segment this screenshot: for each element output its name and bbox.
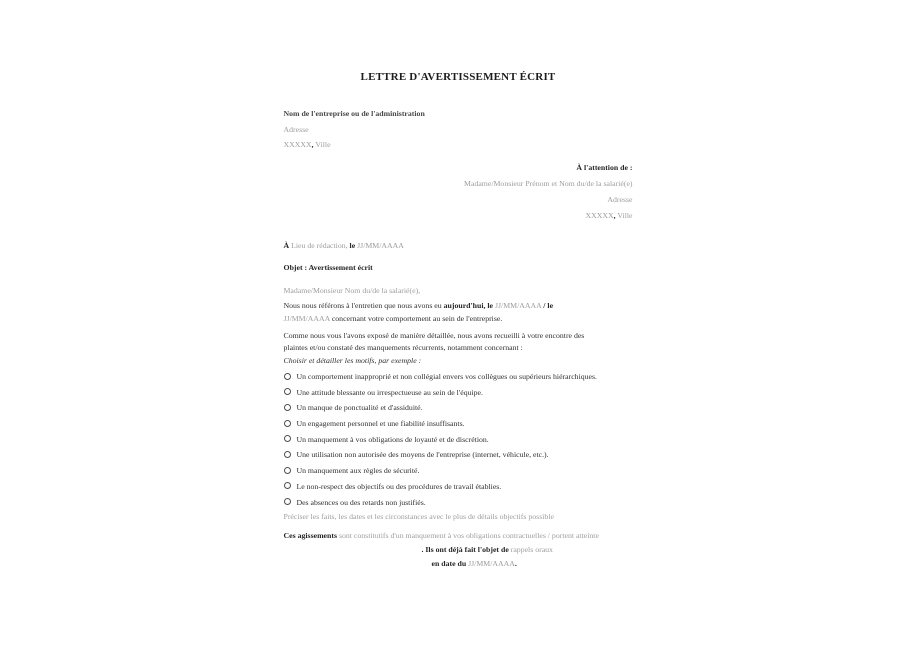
closing-line-1: Ces agissements sont constitutifs d'un manquement à vos obligations contractuelles / portent atteinte — [283, 531, 599, 540]
salutation: Madame/Monsieur Nom du/de la salarié(e), — [283, 286, 421, 295]
motifs-intro: Choisir et détailler les motifs, par exemple : — [283, 356, 422, 365]
letter-title: LETTRE D'AVERTISSEMENT ÉCRIT — [360, 71, 556, 83]
motif-item — [284, 369, 633, 385]
motif-text: Un manque de ponctualité et d'assiduité. — [296, 403, 423, 413]
sender-block — [284, 106, 633, 153]
circle-bullet-icon — [284, 388, 291, 395]
closing-paragraph — [284, 529, 633, 570]
motif-text: Des absences ou des retards non justifiés. — [296, 497, 426, 507]
motif-item — [284, 463, 633, 479]
motif-text: Une utilisation non autorisée des moyens de l'entreprise (internet, véhicule, etc.). — [296, 450, 549, 460]
subject-line: Objet : Avertissement écrit — [283, 263, 373, 272]
motifs-list — [284, 369, 633, 510]
circle-bullet-icon — [284, 451, 291, 458]
motif-item — [284, 400, 633, 416]
recipient-block — [284, 160, 633, 224]
motif-item — [284, 432, 633, 448]
letter-body — [284, 0, 633, 648]
recipient-address: Adresse — [607, 195, 633, 204]
sender-company: Nom de l'entreprise ou de l'administration — [283, 109, 425, 118]
motif-text: Le non-respect des objectifs ou des procédures de travail établies. — [296, 481, 502, 491]
circle-bullet-icon — [284, 404, 291, 411]
sender-address: Adresse — [283, 124, 309, 134]
recipient-name: Madame/Monsieur Prénom et Nom du/de la salarié(e) — [464, 179, 633, 188]
motif-text: Un manquement aux règles de sécurité. — [296, 466, 420, 476]
recipient-city: XXXXX, Ville — [585, 211, 633, 220]
circle-bullet-icon — [284, 498, 291, 505]
dateline: À Lieu de rédaction, le JJ/MM/AAAA — [283, 241, 404, 250]
circle-bullet-icon — [284, 420, 291, 427]
motif-item — [284, 479, 633, 495]
intro-line-2: JJ/MM/AAAA concernant votre comportement au sein de l'entreprise. — [283, 313, 503, 323]
sender-city: XXXXX, Ville — [283, 140, 331, 150]
motif-item — [284, 385, 633, 401]
closing-line-2: . Ils ont déjà fait l'objet de rappels oraux — [421, 544, 553, 554]
circle-bullet-icon — [284, 482, 291, 489]
motif-item — [284, 416, 633, 432]
context-paragraph — [284, 330, 633, 355]
motif-item — [284, 447, 633, 463]
context-line-1: Comme nous vous l'avons exposé de manière détaillée, nous avons recueilli à votre encontre des — [283, 330, 585, 340]
circle-bullet-icon — [284, 435, 291, 442]
motif-item — [284, 495, 633, 511]
recipient-heading: À l'attention de : — [576, 163, 633, 172]
circle-bullet-icon — [284, 467, 291, 474]
circle-bullet-icon — [284, 373, 291, 380]
motif-text: Un manquement à vos obligations de loyauté et de discrétion. — [296, 434, 489, 444]
motif-text: Un engagement personnel et une fiabilité insuffisants. — [296, 419, 465, 429]
closing-line-3: en date du JJ/MM/AAAA. — [431, 558, 517, 568]
motif-text: Une attitude blessante ou irrespectueuse au sein de l'équipe. — [296, 387, 483, 397]
intro-line-1: Nous nous référons à l'entretien que nous avons eu aujourd'hui, le JJ/MM/AAAA / le — [283, 301, 554, 310]
context-line-2: plaintes et/ou constaté des manquements récurrents, notamment concernant : — [283, 343, 523, 353]
motif-text: Un comportement inapproprié et non collégial envers vos collègues ou supérieurs hiérarchiques. — [296, 372, 597, 381]
details-note: Préciser les faits, les dates et les circonstances avec le plus de détails objectifs possible — [283, 512, 554, 521]
intro-paragraph — [284, 300, 633, 325]
